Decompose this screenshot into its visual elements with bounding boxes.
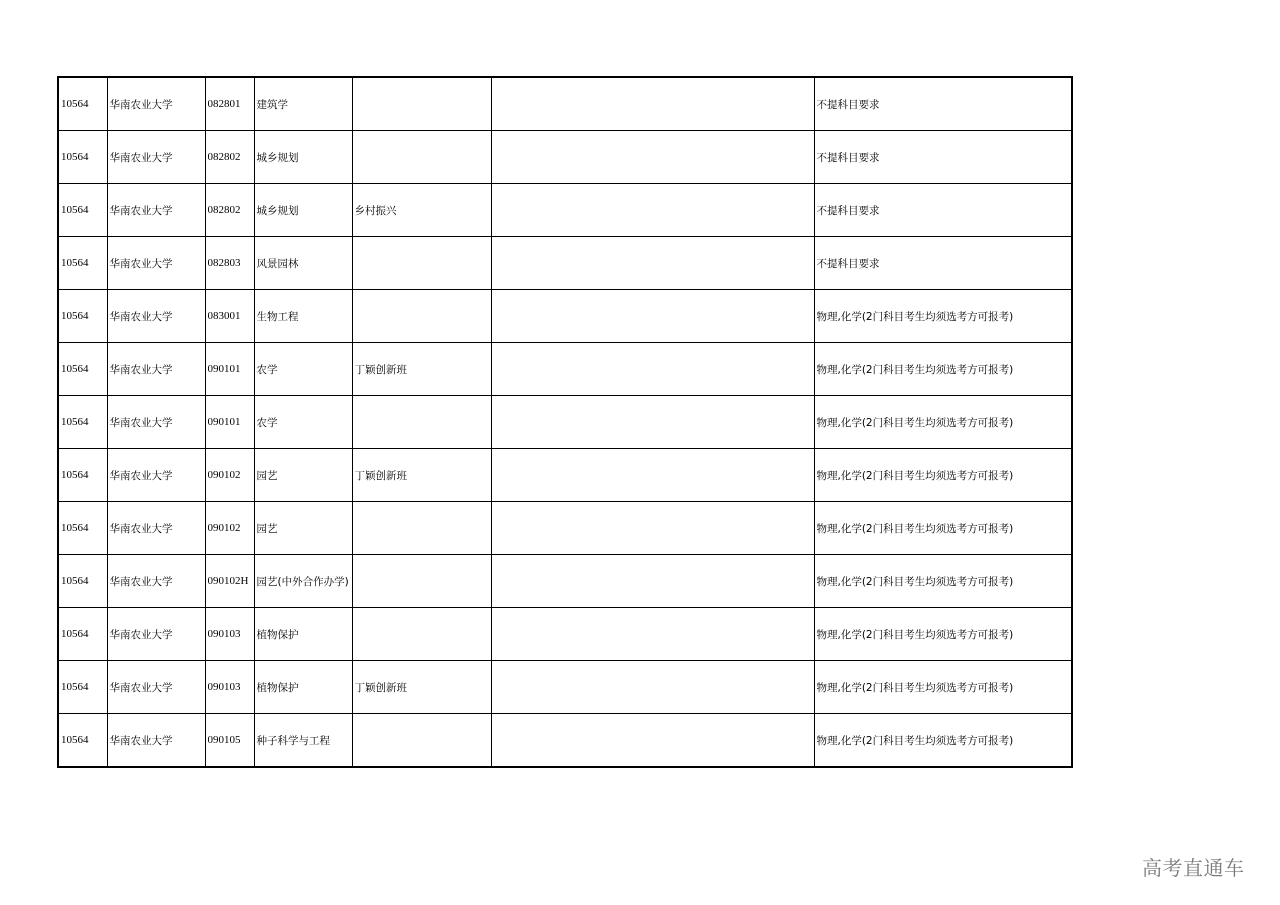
major-note-cell bbox=[352, 290, 491, 343]
major-code-cell: 090105 bbox=[205, 714, 254, 768]
major-code-cell: 083001 bbox=[205, 290, 254, 343]
table-row bbox=[58, 502, 1072, 555]
major-name-cell: 植物保护 bbox=[254, 661, 352, 714]
table-row bbox=[58, 661, 1072, 714]
major-note-cell bbox=[352, 396, 491, 449]
table-row bbox=[58, 555, 1072, 608]
major-code-cell: 090103 bbox=[205, 661, 254, 714]
blank-cell bbox=[491, 502, 814, 555]
table-row bbox=[58, 714, 1072, 768]
major-note-cell bbox=[352, 714, 491, 768]
major-code-cell: 082803 bbox=[205, 237, 254, 290]
blank-cell bbox=[491, 608, 814, 661]
subject-requirement-cell: 物理,化学(2门科目考生均须选考方可报考) bbox=[814, 449, 1072, 502]
school-name-cell: 华南农业大学 bbox=[107, 714, 205, 768]
school-code-cell: 10564 bbox=[58, 661, 107, 714]
major-note-cell: 丁颖创新班 bbox=[352, 449, 491, 502]
school-name-cell: 华南农业大学 bbox=[107, 661, 205, 714]
table-row bbox=[58, 131, 1072, 184]
major-note-cell bbox=[352, 77, 491, 131]
table-row bbox=[58, 290, 1072, 343]
blank-cell bbox=[491, 555, 814, 608]
major-code-cell: 090102H bbox=[205, 555, 254, 608]
major-note-cell bbox=[352, 608, 491, 661]
major-name-cell: 城乡规划 bbox=[254, 184, 352, 237]
major-note-cell bbox=[352, 237, 491, 290]
school-name-cell: 华南农业大学 bbox=[107, 502, 205, 555]
blank-cell bbox=[491, 237, 814, 290]
major-code-cell: 090102 bbox=[205, 449, 254, 502]
subject-requirement-cell: 物理,化学(2门科目考生均须选考方可报考) bbox=[814, 661, 1072, 714]
major-code-cell: 082801 bbox=[205, 77, 254, 131]
blank-cell bbox=[491, 184, 814, 237]
major-code-cell: 090103 bbox=[205, 608, 254, 661]
admission-table bbox=[57, 76, 1073, 768]
subject-requirement-cell: 不提科目要求 bbox=[814, 77, 1072, 131]
school-name-cell: 华南农业大学 bbox=[107, 77, 205, 131]
table-row bbox=[58, 237, 1072, 290]
subject-requirement-cell: 物理,化学(2门科目考生均须选考方可报考) bbox=[814, 608, 1072, 661]
major-note-cell bbox=[352, 131, 491, 184]
major-name-cell: 园艺 bbox=[254, 449, 352, 502]
watermark-text: 高考直通车 bbox=[1142, 856, 1245, 880]
school-name-cell: 华南农业大学 bbox=[107, 608, 205, 661]
table-row bbox=[58, 608, 1072, 661]
blank-cell bbox=[491, 714, 814, 768]
major-note-cell bbox=[352, 502, 491, 555]
school-name-cell: 华南农业大学 bbox=[107, 396, 205, 449]
major-code-cell: 090101 bbox=[205, 343, 254, 396]
major-note-cell: 丁颖创新班 bbox=[352, 661, 491, 714]
blank-cell bbox=[491, 290, 814, 343]
school-name-cell: 华南农业大学 bbox=[107, 343, 205, 396]
school-code-cell: 10564 bbox=[58, 608, 107, 661]
school-code-cell: 10564 bbox=[58, 449, 107, 502]
subject-requirement-cell: 物理,化学(2门科目考生均须选考方可报考) bbox=[814, 502, 1072, 555]
school-code-cell: 10564 bbox=[58, 396, 107, 449]
blank-cell bbox=[491, 131, 814, 184]
school-name-cell: 华南农业大学 bbox=[107, 449, 205, 502]
school-name-cell: 华南农业大学 bbox=[107, 131, 205, 184]
subject-requirement-cell: 物理,化学(2门科目考生均须选考方可报考) bbox=[814, 290, 1072, 343]
major-name-cell: 生物工程 bbox=[254, 290, 352, 343]
blank-cell bbox=[491, 661, 814, 714]
major-name-cell: 农学 bbox=[254, 396, 352, 449]
major-code-cell: 090101 bbox=[205, 396, 254, 449]
blank-cell bbox=[491, 343, 814, 396]
school-code-cell: 10564 bbox=[58, 237, 107, 290]
major-name-cell: 园艺(中外合作办学) bbox=[254, 555, 352, 608]
major-name-cell: 园艺 bbox=[254, 502, 352, 555]
table-row bbox=[58, 343, 1072, 396]
table-body bbox=[58, 77, 1072, 767]
major-code-cell: 082802 bbox=[205, 131, 254, 184]
major-note-cell bbox=[352, 555, 491, 608]
major-name-cell: 城乡规划 bbox=[254, 131, 352, 184]
blank-cell bbox=[491, 77, 814, 131]
major-name-cell: 建筑学 bbox=[254, 77, 352, 131]
subject-requirement-cell: 物理,化学(2门科目考生均须选考方可报考) bbox=[814, 396, 1072, 449]
school-code-cell: 10564 bbox=[58, 502, 107, 555]
blank-cell bbox=[491, 396, 814, 449]
major-note-cell: 丁颖创新班 bbox=[352, 343, 491, 396]
major-name-cell: 种子科学与工程 bbox=[254, 714, 352, 768]
school-code-cell: 10564 bbox=[58, 555, 107, 608]
school-code-cell: 10564 bbox=[58, 77, 107, 131]
major-name-cell: 风景园林 bbox=[254, 237, 352, 290]
major-note-cell: 乡村振兴 bbox=[352, 184, 491, 237]
table-row bbox=[58, 77, 1072, 131]
subject-requirement-cell: 不提科目要求 bbox=[814, 184, 1072, 237]
school-name-cell: 华南农业大学 bbox=[107, 555, 205, 608]
school-code-cell: 10564 bbox=[58, 714, 107, 768]
major-code-cell: 090102 bbox=[205, 502, 254, 555]
major-name-cell: 农学 bbox=[254, 343, 352, 396]
major-code-cell: 082802 bbox=[205, 184, 254, 237]
subject-requirement-cell: 不提科目要求 bbox=[814, 237, 1072, 290]
table-row bbox=[58, 184, 1072, 237]
school-name-cell: 华南农业大学 bbox=[107, 237, 205, 290]
school-code-cell: 10564 bbox=[58, 290, 107, 343]
school-name-cell: 华南农业大学 bbox=[107, 290, 205, 343]
school-code-cell: 10564 bbox=[58, 343, 107, 396]
major-name-cell: 植物保护 bbox=[254, 608, 352, 661]
blank-cell bbox=[491, 449, 814, 502]
subject-requirement-cell: 物理,化学(2门科目考生均须选考方可报考) bbox=[814, 343, 1072, 396]
subject-requirement-cell: 物理,化学(2门科目考生均须选考方可报考) bbox=[814, 555, 1072, 608]
table-row bbox=[58, 396, 1072, 449]
school-code-cell: 10564 bbox=[58, 131, 107, 184]
subject-requirement-cell: 物理,化学(2门科目考生均须选考方可报考) bbox=[814, 714, 1072, 768]
school-name-cell: 华南农业大学 bbox=[107, 184, 205, 237]
table-row bbox=[58, 449, 1072, 502]
school-code-cell: 10564 bbox=[58, 184, 107, 237]
subject-requirement-cell: 不提科目要求 bbox=[814, 131, 1072, 184]
